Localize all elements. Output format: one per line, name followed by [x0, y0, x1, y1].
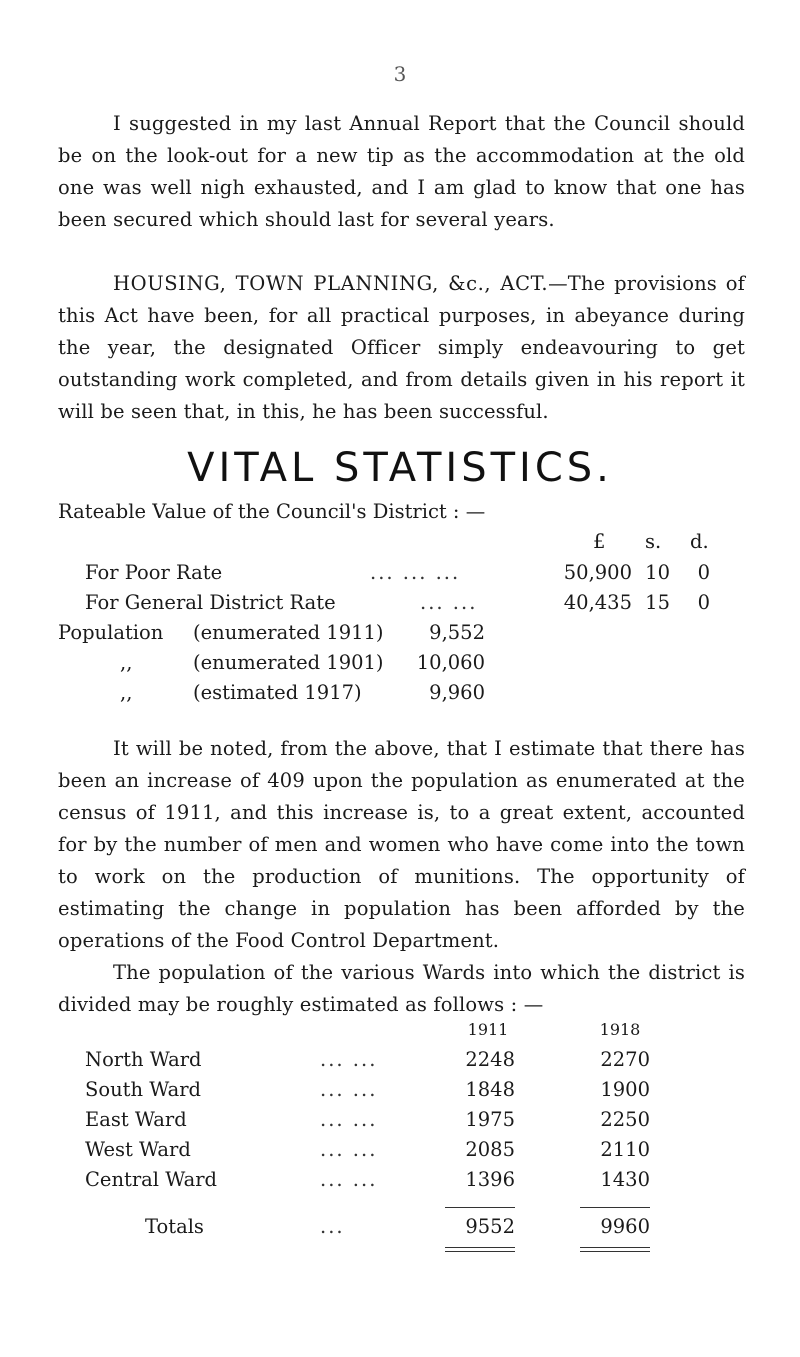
- ward-1918: 2270: [600, 1048, 650, 1071]
- ward-1911: 1396: [465, 1168, 515, 1191]
- ward-1918: 2110: [600, 1138, 650, 1161]
- ward-name: East Ward: [85, 1108, 187, 1131]
- rate-label: For Poor Rate: [85, 561, 223, 584]
- population-label: (enumerated 1911): [193, 621, 384, 644]
- pence-header: d.: [690, 530, 709, 553]
- col-header-1918: 1918: [599, 1020, 641, 1039]
- paragraph-tip: I suggested in my last Annual Report that the Council should be on the look-out for a new tip as the accommodation at the old one was well nigh exhausted, and I am glad to know that one has been secured which should last for several years.: [58, 112, 745, 231]
- total-rule-1911: [445, 1207, 515, 1208]
- ward-leader: ... ...: [320, 1048, 378, 1071]
- housing-act-body: —The provisions of this Act have been, for all practical purposes, in abeyance during the year, the designated Officer simply endeavouring to get outstanding work completed, and from details given in his report it will be seen that, in this, he has been successful.: [58, 272, 745, 423]
- housing-act-heading: HOUSING, TOWN PLANNING, &c., ACT.: [113, 272, 549, 295]
- ward-1911: 2248: [465, 1048, 515, 1071]
- rate-shillings: 15: [645, 591, 670, 614]
- rate-pounds: 40,435: [563, 591, 632, 614]
- population-label: (estimated 1917): [193, 681, 362, 704]
- ward-name: South Ward: [85, 1078, 202, 1101]
- totals-label: Totals: [145, 1215, 204, 1238]
- paragraph-wards-intro: The population of the various Wards into which the district is divided may be roughly estimated as follows : —: [58, 961, 745, 1016]
- paragraph-population-increase: It will be noted, from the above, that I estimate that there has been an increase of 409 upon the population as enumerated at the census of 1911, and this increase is, to a great extent, accounted for by the number of men and women who have come into the town to work on the production of munitions. The opportunity of estimating the change in population has been afforded by the operations of the Food Control Department.: [58, 737, 745, 952]
- ward-1911: 2085: [465, 1138, 515, 1161]
- total-rule-1918: [580, 1207, 650, 1208]
- population-prefix: ,,: [120, 651, 133, 674]
- population-value: 9,552: [429, 621, 485, 644]
- double-rule-1911-top: [445, 1247, 515, 1248]
- ward-1911: 1975: [465, 1108, 515, 1131]
- ward-1918: 1900: [600, 1078, 650, 1101]
- ward-leader: ... ...: [320, 1078, 378, 1101]
- rate-label: For General District Rate: [85, 591, 336, 614]
- ward-1911: 1848: [465, 1078, 515, 1101]
- rateable-value-label: Rateable Value of the Council's District : —: [58, 500, 486, 523]
- population-prefix: Population: [58, 621, 164, 644]
- page-number: 3: [393, 62, 407, 86]
- rate-pence: 0: [697, 561, 710, 584]
- population-value: 10,060: [416, 651, 485, 674]
- shillings-header: s.: [645, 530, 662, 553]
- ward-name: North Ward: [85, 1048, 202, 1071]
- double-rule-1911-bottom: [445, 1251, 515, 1252]
- rate-leader: ... ...: [420, 591, 478, 614]
- ward-leader: ... ...: [320, 1168, 378, 1191]
- rate-pounds: 50,900: [563, 561, 632, 584]
- ward-leader: ... ...: [320, 1138, 378, 1161]
- double-rule-1918-bottom: [580, 1251, 650, 1252]
- paragraph-housing: [58, 268, 745, 428]
- totals-leader: ...: [320, 1215, 345, 1238]
- double-rule-1918-top: [580, 1247, 650, 1248]
- ward-leader: ... ...: [320, 1108, 378, 1131]
- population-prefix: ,,: [120, 681, 133, 704]
- totals-1918: 9960: [600, 1215, 650, 1238]
- ward-name: Central Ward: [85, 1168, 218, 1191]
- vital-statistics-title: VITAL STATISTICS.: [187, 445, 613, 491]
- pounds-header: £: [593, 530, 606, 553]
- rate-leader: ... ... ...: [370, 561, 461, 584]
- ward-1918: 1430: [600, 1168, 650, 1191]
- population-label: (enumerated 1901): [193, 651, 384, 674]
- rate-shillings: 10: [645, 561, 670, 584]
- col-header-1911: 1911: [467, 1020, 509, 1039]
- totals-1911: 9552: [465, 1215, 515, 1238]
- population-value: 9,960: [429, 681, 485, 704]
- ward-name: West Ward: [85, 1138, 191, 1161]
- rate-pence: 0: [697, 591, 710, 614]
- ward-1918: 2250: [600, 1108, 650, 1131]
